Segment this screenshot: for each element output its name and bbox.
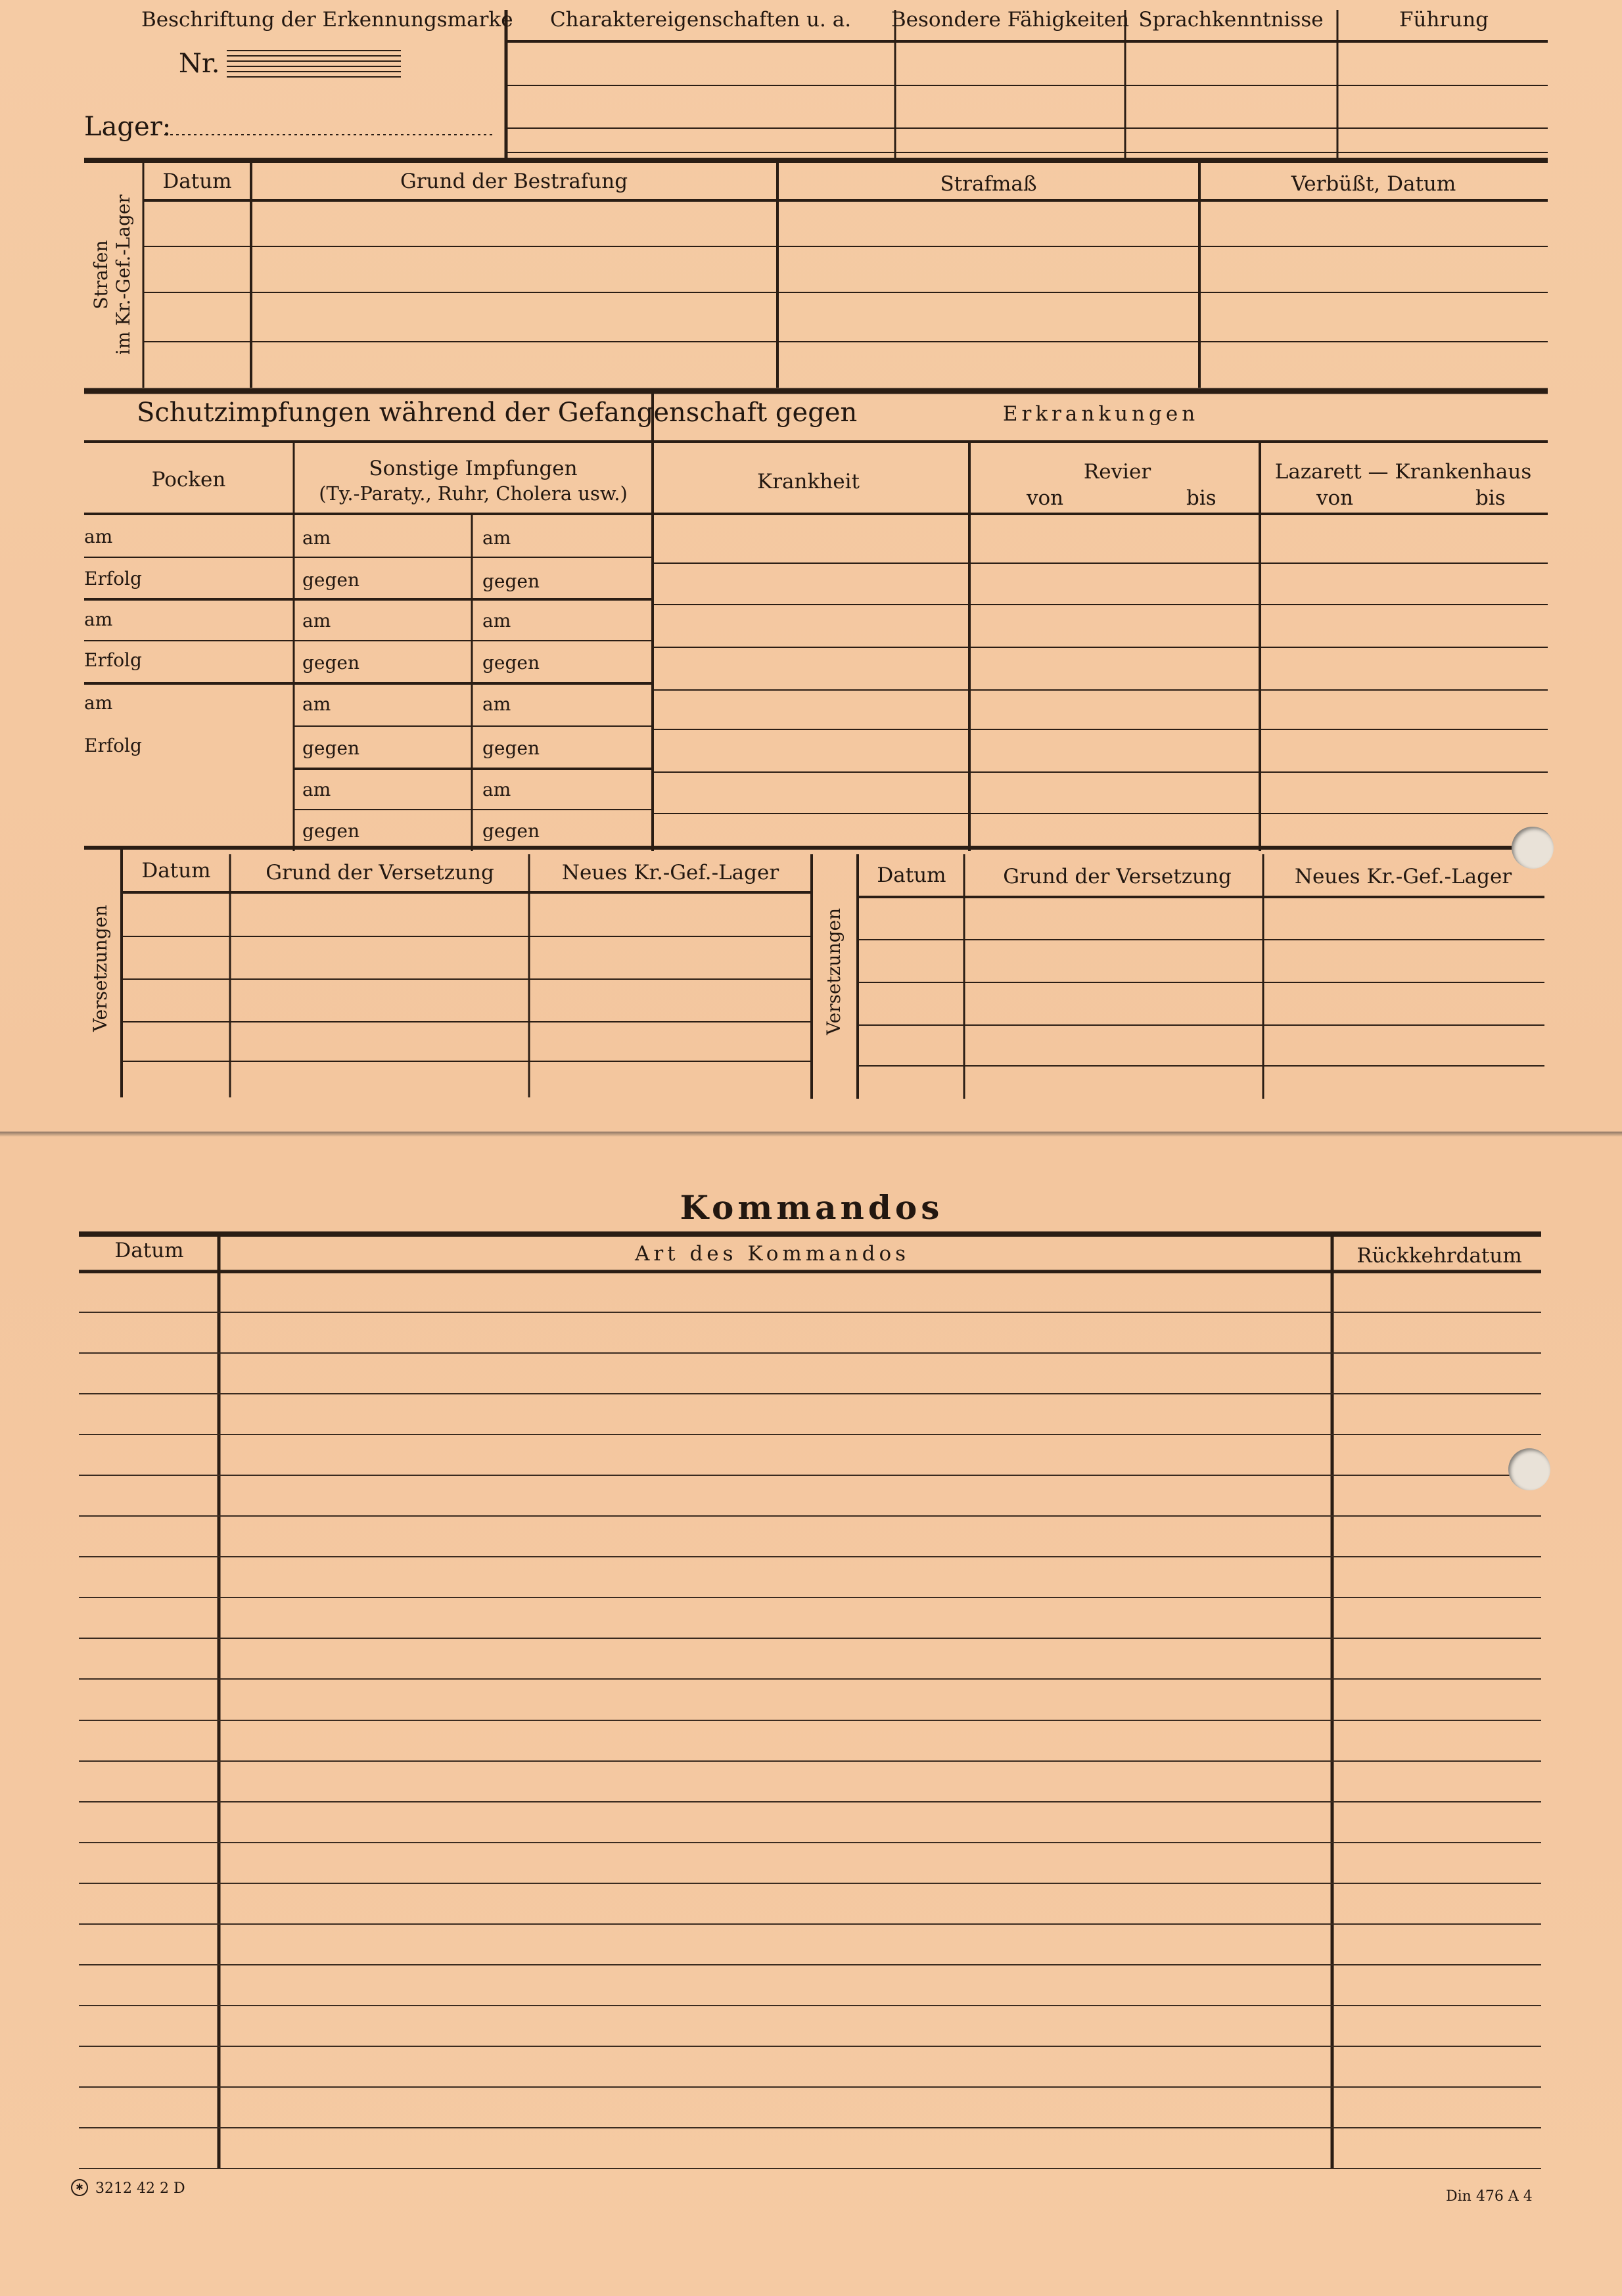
lazarett-von: von [1316,486,1354,510]
sonstige-a-gegen-1: gegen [302,569,360,591]
strafen-col-strafmass: Strafmaß [940,172,1037,196]
strafen-side-label [90,195,135,355]
sonstige-a-am-1: am [302,527,331,549]
lager-input[interactable] [164,110,493,137]
strafen-col-grund: Grund der Bestrafung [400,170,628,193]
tag-label: Beschriftung der Erkennungsmarke [141,8,513,32]
nr-input[interactable] [227,46,404,80]
pocken-erfolg-1: Erfolg [84,568,142,589]
lazarett-bis: bis [1475,486,1506,510]
vers-left-col-lager: Neues Kr.-Gef.-Lager [561,861,779,884]
vers-left-col-datum: Datum [141,859,211,883]
sonstige-b-gegen-4: gegen [482,820,540,842]
kommandos-col-art: Art des Kommandos [634,1242,910,1266]
versetzungen-side-label-left: Versetzungen [89,904,111,1032]
strafen-col-datum: Datum [162,170,232,193]
pocken-am-2: am [84,608,113,630]
vers-right-col-grund: Grund der Versetzung [1003,865,1232,888]
impfungen-col-sonstige-detail: (Ty.-Paraty., Ruhr, Cholera usw.) [319,482,628,505]
erkrankungen-col-lazarett: Lazarett — Krankenhaus [1274,460,1532,484]
impfungen-col-pocken: Pocken [151,468,226,492]
strafen-col-verbuesst: Verbüßt, Datum [1291,172,1456,196]
pocken-erfolg-3: Erfolg [84,735,142,756]
revier-bis: bis [1186,486,1216,510]
pocken-am-3: am [84,692,113,714]
erkrankungen-title: Erkrankungen [1002,402,1199,426]
nr-label: Nr. [179,49,220,79]
kommandos-col-rueckkehr: Rückkehrdatum [1356,1244,1522,1268]
revier-von: von [1027,486,1064,510]
versetzungen-side-label-right: Versetzungen [823,907,845,1035]
sonstige-a-am-3: am [302,693,331,715]
vers-right-col-datum: Datum [877,863,946,887]
sonstige-b-gegen-3: gegen [482,737,540,759]
din-label: Din 476 A 4 [1446,2188,1533,2205]
erkrankungen-col-krankheit: Krankheit [757,470,860,494]
header-col-charakter: Charaktereigenschaften u. a. [549,8,852,32]
kommandos-title: Kommandos [680,1188,944,1227]
punch-hole-bottom [1508,1448,1550,1490]
strafen-side-label-1: Strafen [90,240,112,310]
kommandos-col-datum: Datum [114,1239,184,1262]
sonstige-a-gegen-3: gegen [302,737,360,759]
pocken-am-1: am [84,526,113,547]
header-col-sprachen: Sprachkenntnisse [1138,8,1324,32]
sonstige-b-am-4: am [482,779,511,800]
strafen-side-label-2: im Kr.-Gef.-Lager [112,195,134,355]
sonstige-b-gegen-2: gegen [482,652,540,674]
page-fold [0,1132,1622,1137]
sonstige-a-gegen-2: gegen [302,652,360,674]
sonstige-a-gegen-4: gegen [302,820,360,842]
sonstige-b-am-1: am [482,527,511,549]
sonstige-b-am-3: am [482,693,511,715]
print-code: 3212 42 2 D [95,2180,185,2197]
vers-left-col-grund: Grund der Versetzung [266,861,494,884]
header-col-fuehrung: Führung [1399,8,1489,32]
vers-right-col-lager: Neues Kr.-Gef.-Lager [1294,865,1512,888]
pocken-erfolg-2: Erfolg [84,649,142,671]
sonstige-a-am-4: am [302,779,331,800]
impfungen-title: Schutzimpfungen während der Gefangenschaft gegen [137,398,858,428]
header-col-faehigkeiten: Besondere Fähigkeiten [891,8,1130,32]
punch-hole-top [1512,827,1554,869]
lager-label: Lager: [84,112,172,142]
sonstige-b-am-2: am [482,610,511,631]
printer-mark-icon: ✱ [71,2179,88,2196]
erkrankungen-col-revier: Revier [1083,460,1151,484]
sonstige-a-am-2: am [302,610,331,631]
impfungen-col-sonstige: Sonstige Impfungen [369,457,578,480]
sonstige-b-gegen-1: gegen [482,570,540,592]
